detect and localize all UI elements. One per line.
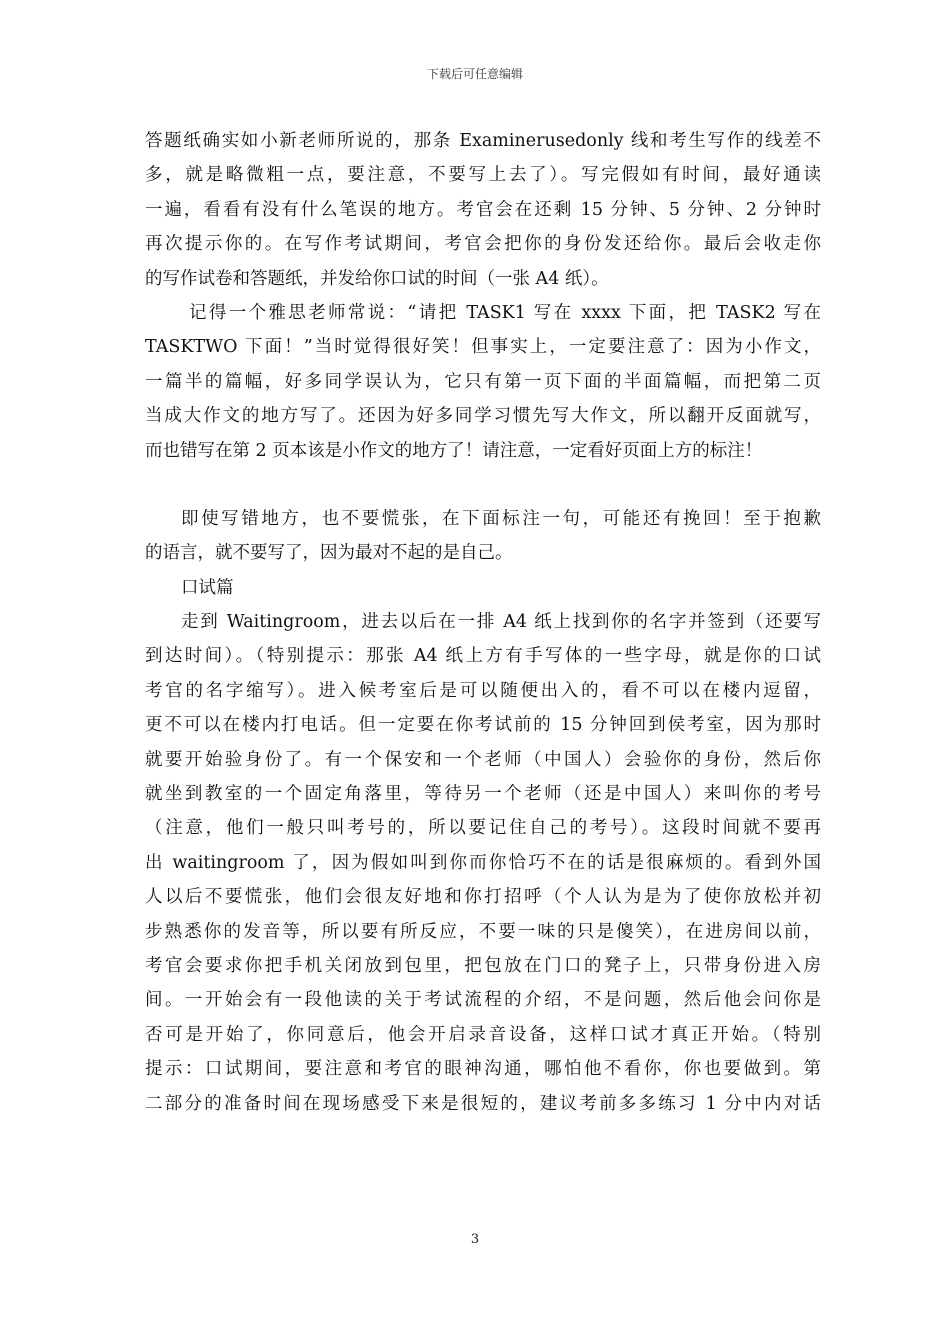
- paragraph-task-placement: [145, 296, 821, 468]
- text-line: 一遍，看看有没有什么笔误的地方。考官会在还剩 15 分钟、5 分钟、2 分钟时: [145, 199, 821, 220]
- text-line: 就坐到教室的一个固定角落里，等待另一个老师（还是中国人）来叫你的考号: [145, 784, 821, 805]
- paragraph-spacer: [145, 468, 821, 502]
- section-heading-speaking: [145, 571, 821, 605]
- text-line: 间。一开始会有一段他读的关于考试流程的介绍，不是问题，然后他会问你是: [145, 990, 821, 1011]
- text-line: 的语言，就不要写了，因为最对不起的是自己。: [145, 543, 513, 564]
- text-line: 多，就是略微粗一点，要注意，不要写上去了）。写完假如有时间，最好通读: [145, 165, 821, 186]
- text-line: 记得一个雅思老师常说：“请把 TASK1 写在 xxxx 下面，把 TASK2 写在: [189, 302, 821, 323]
- text-line: 走到 Waitingroom，进去以后在一排 A4 纸上找到你的名字并签到（还要写: [181, 612, 821, 633]
- text-line: TASKTWO 下面！”当时觉得很好笑！但事实上，一定要注意了：因为小作文，: [145, 337, 821, 358]
- text-line: 一篇半的篇幅，好多同学误认为，它只有第一页下面的半面篇幅，而把第二页: [145, 371, 821, 392]
- text-line: 而也错写在第 2 页本该是小作文的地方了！请注意，一定看好页面上方的标注！: [145, 440, 763, 461]
- text-line: 答题纸确实如小新老师所说的，那条 Examinerusedonly 线和考生写作的线差不: [145, 131, 821, 151]
- text-line: 即使写错地方，也不要慌张，在下面标注一句，可能还有挽回！至于抱歉: [181, 508, 821, 529]
- text-line: 的写作试卷和答题纸，并发给你口试的时间（一张 A4 纸）。: [145, 268, 609, 289]
- page-header: 下载后可任意编辑: [426, 67, 523, 81]
- document-body: [145, 124, 821, 1121]
- text-line: 就要开始验身份了。有一个保安和一个老师（中国人）会验你的身份，然后你: [145, 749, 821, 770]
- text-line: 考官的名字缩写）。进入候考室后是可以随便出入的，看不可以在楼内逗留，: [145, 680, 821, 701]
- text-line: 提示：口试期间，要注意和考官的眼神沟通，哪怕他不看你，你也要做到。第: [145, 1059, 821, 1080]
- text-line: 步熟悉你的发音等，所以要有所反应，不要一味的只是傻笑），在进房间以前，: [145, 921, 821, 942]
- text-line: 二部分的准备时间在现场感受下来是很短的，建议考前多多练习 1 分中内对话: [145, 1093, 821, 1114]
- text-line: （注意，他们一般只叫考号的，所以要记住自己的考号）。这段时间就不要再: [145, 818, 821, 839]
- paragraph-writing-answer-sheet: [145, 124, 821, 296]
- text-line: 考官会要求你把手机关闭放到包里，把包放在门口的凳子上，只带身份进入房: [145, 955, 821, 976]
- page-number: 3: [470, 1232, 480, 1247]
- paragraph-dont-panic: [145, 502, 821, 571]
- text-line: 当成大作文的地方写了。还因为好多同学习惯先写大作文，所以翻开反面就写，: [145, 406, 821, 427]
- text-line: 人以后不要慌张，他们会很友好地和你打招呼（个人认为是为了使你放松并初: [145, 887, 821, 908]
- text-line: 出 waitingroom 了，因为假如叫到你而你恰巧不在的话是很麻烦的。看到外国: [145, 852, 821, 873]
- paragraph-waiting-room: [145, 605, 821, 1121]
- text-line: 更不可以在楼内打电话。但一定要在你考试前的 15 分钟回到侯考室，因为那时: [145, 715, 821, 736]
- section-heading: 口试篇: [181, 577, 234, 598]
- text-line: 否可是开始了，你同意后，他会开启录音设备，这样口试才真正开始。（特别: [145, 1024, 821, 1045]
- text-line: 到达时间）。（特别提示：那张 A4 纸上方有手写体的一些字母，就是你的口试: [145, 646, 821, 667]
- text-line: 再次提示你的。在写作考试期间，考官会把你的身份发还给你。最后会收走你: [145, 234, 821, 255]
